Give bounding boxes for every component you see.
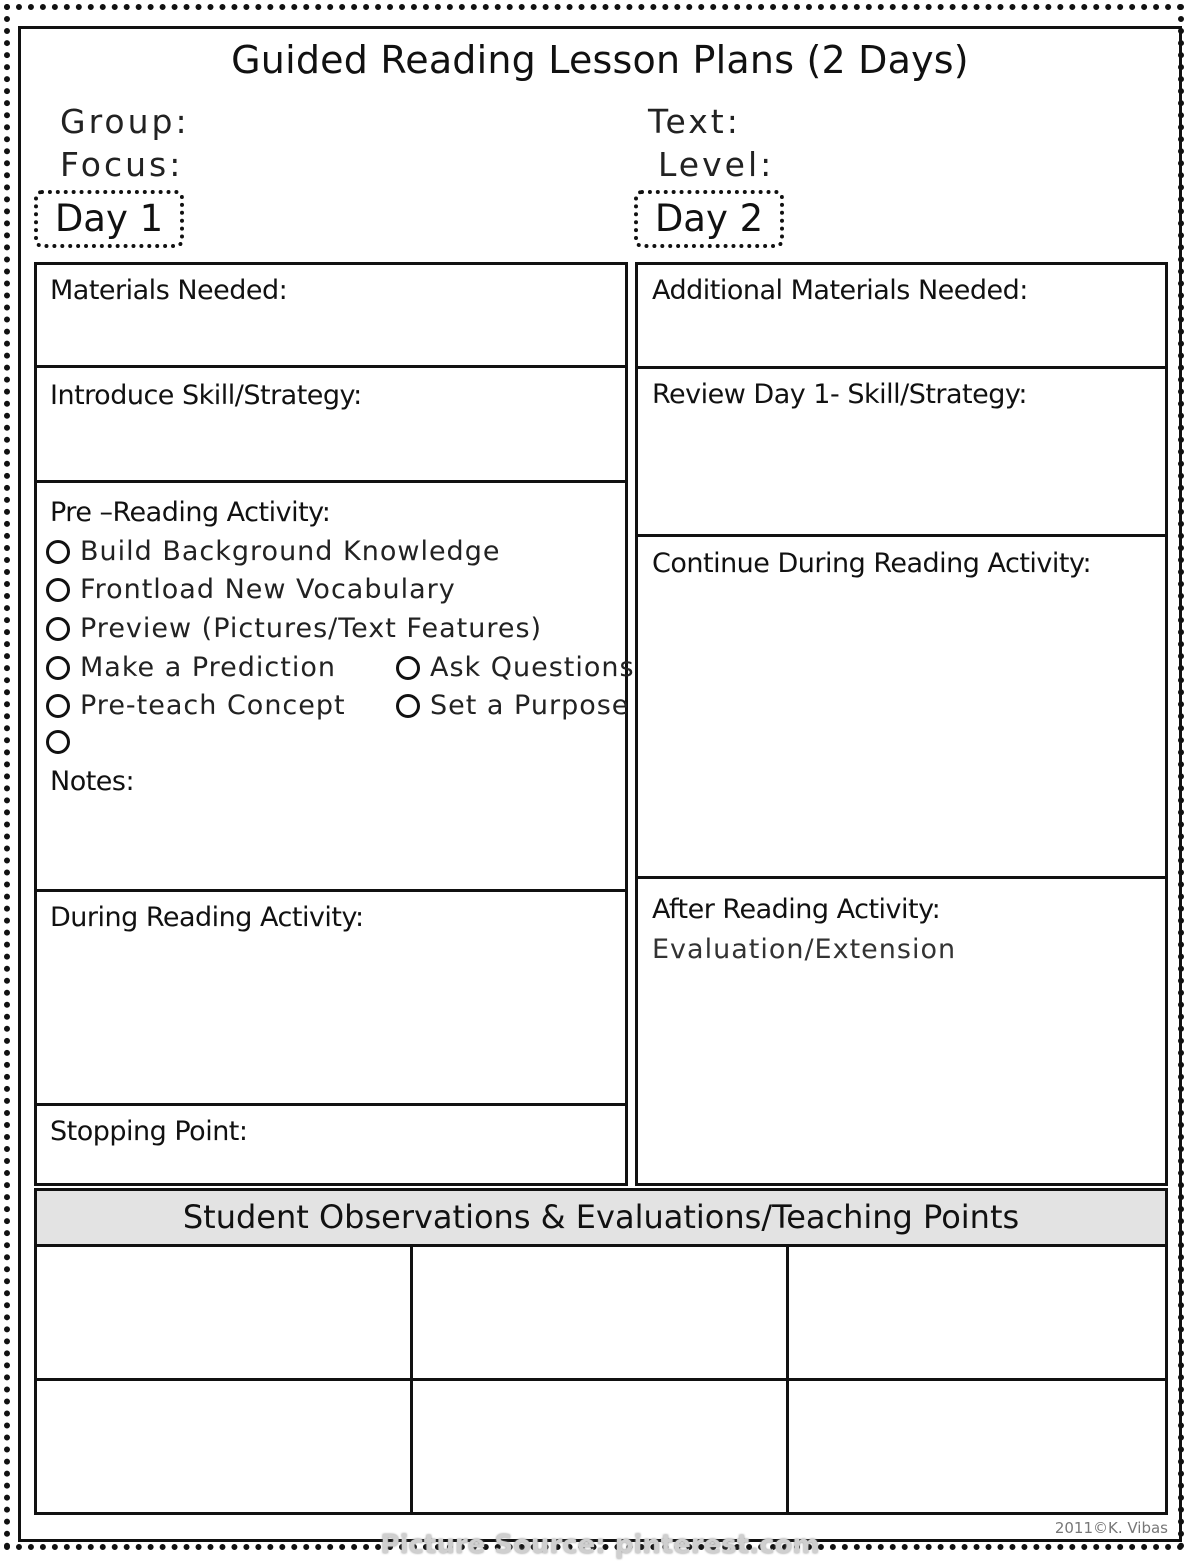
observations-grid <box>34 1244 1168 1515</box>
option-preview[interactable] <box>46 613 542 644</box>
day-2-badge: Day 2 <box>634 190 784 248</box>
checkbox-circle-icon[interactable] <box>46 578 70 602</box>
day-2-divider <box>635 366 1168 369</box>
observation-cell[interactable] <box>37 1378 413 1512</box>
option-build-background[interactable] <box>46 536 500 567</box>
picture-source-watermark: Picture Source: pinterest.com <box>380 1530 820 1560</box>
checkbox-circle-icon[interactable] <box>46 656 70 680</box>
day-2-divider <box>635 534 1168 537</box>
observations-header: Student Observations & Evaluations/Teaching Points <box>34 1188 1168 1247</box>
checkbox-circle-icon[interactable] <box>46 617 70 641</box>
page-title: Guided Reading Lesson Plans (2 Days) <box>231 38 969 82</box>
introduce-skill-label: Introduce Skill/Strategy: <box>50 380 362 411</box>
notes-label: Notes: <box>50 766 135 797</box>
observation-cell[interactable] <box>37 1244 413 1378</box>
observation-cell[interactable] <box>789 1244 1165 1378</box>
checkbox-circle-icon[interactable] <box>46 730 70 754</box>
option-frontload-vocabulary[interactable] <box>46 574 456 605</box>
group-label: Group: <box>60 102 190 141</box>
option-label: Preview (Pictures/Text Features) <box>80 613 543 644</box>
observation-cell[interactable] <box>413 1378 789 1512</box>
observation-cell[interactable] <box>789 1378 1165 1512</box>
day-1-badge: Day 1 <box>34 190 184 248</box>
copyright-text: 2011©K. Vibas <box>1054 1519 1168 1537</box>
observation-cell[interactable] <box>413 1244 789 1378</box>
stopping-point-label: Stopping Point: <box>50 1116 248 1147</box>
option-label: Make a Prediction <box>80 652 336 683</box>
text-label: Text: <box>648 102 741 141</box>
checkbox-circle-icon[interactable] <box>46 540 70 564</box>
option-label: Set a Purpose <box>430 690 630 721</box>
option-preteach-concept[interactable] <box>46 690 346 721</box>
focus-label: Focus: <box>60 145 184 184</box>
day-1-divider <box>34 889 628 892</box>
checkbox-circle-icon[interactable] <box>396 694 420 718</box>
option-set-purpose[interactable] <box>396 690 629 721</box>
option-label: Ask Questions <box>430 652 635 683</box>
continue-reading-label: Continue During Reading Activity: <box>652 548 1092 579</box>
option-label: Build Background Knowledge <box>80 536 501 567</box>
review-skill-label: Review Day 1- Skill/Strategy: <box>652 379 1028 410</box>
materials-needed-label: Materials Needed: <box>50 275 288 306</box>
day-1-divider <box>34 1103 628 1106</box>
evaluation-extension-label: Evaluation/Extension <box>652 934 957 965</box>
option-label: Frontload New Vocabulary <box>80 574 456 605</box>
checkbox-circle-icon[interactable] <box>396 656 420 680</box>
checkbox-circle-icon[interactable] <box>46 694 70 718</box>
option-make-prediction[interactable] <box>46 652 336 683</box>
day-1-divider <box>34 365 628 368</box>
day-2-divider <box>635 876 1168 879</box>
day-1-divider <box>34 480 628 483</box>
option-blank[interactable] <box>46 730 80 754</box>
pre-reading-label: Pre –Reading Activity: <box>50 497 331 528</box>
option-ask-questions[interactable] <box>396 652 635 683</box>
option-label: Pre-teach Concept <box>80 690 346 721</box>
after-reading-label: After Reading Activity: <box>652 894 941 925</box>
additional-materials-label: Additional Materials Needed: <box>652 275 1028 306</box>
during-reading-label: During Reading Activity: <box>50 902 364 933</box>
level-label: Level: <box>658 145 775 184</box>
